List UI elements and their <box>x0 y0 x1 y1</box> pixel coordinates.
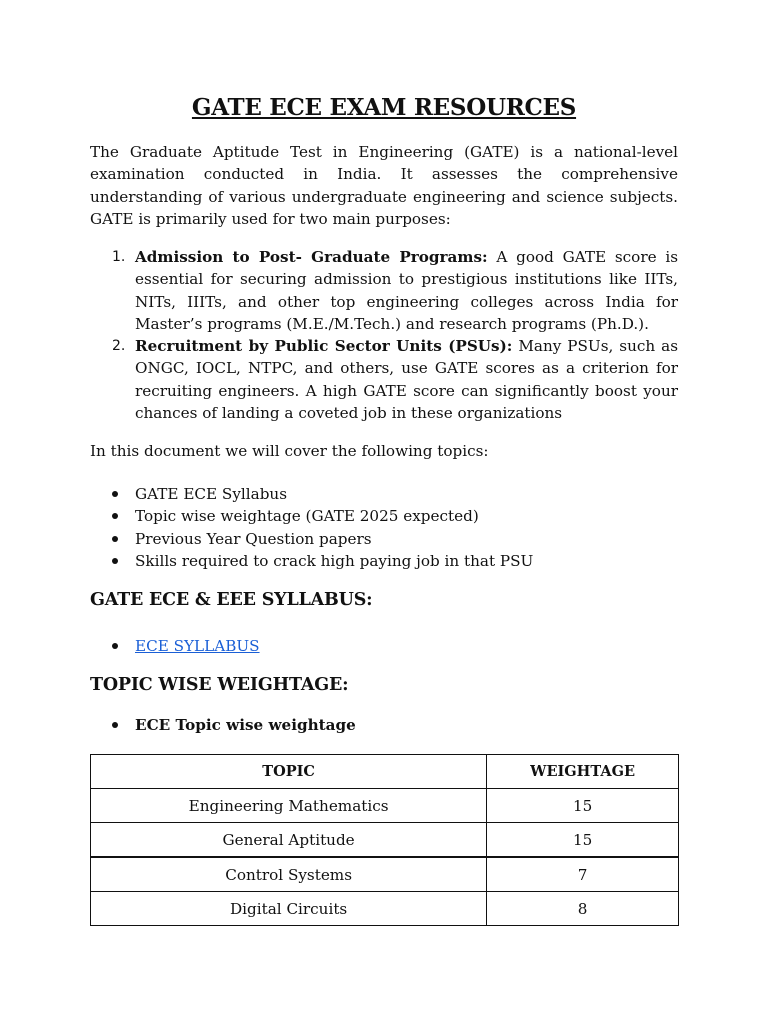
topics-list <box>90 483 533 572</box>
weightage-cell: 15 <box>487 823 679 858</box>
bullet-icon <box>112 722 118 728</box>
bullet-icon <box>112 643 118 649</box>
list-number: 1. <box>112 249 126 265</box>
purpose-heading: Admission to Post- Graduate Programs: <box>135 248 488 266</box>
weightage-heading: TOPIC WISE WEIGHTAGE: <box>90 675 349 695</box>
table-row <box>91 892 679 926</box>
table-row <box>91 823 679 858</box>
purpose-text: A good GATE score is essential for securing admission to prestigious institutions like IITs, NITs, IIITs, and other top engineering colleges across India for Master’s programs (M.E./M.Tech.) and research programs (Ph.D.). <box>135 248 678 333</box>
intro-paragraph: The Graduate Aptitude Test in Engineering (GATE) is a national-level examination conducted in India. It assesses the comprehensive understanding of various undergraduate engineering and science subjects. GATE is primarily used for two main purposes: <box>90 143 678 228</box>
bullet-icon <box>112 491 118 497</box>
bullet-icon <box>112 536 118 542</box>
topic-text: GATE ECE Syllabus <box>135 485 287 503</box>
topic-text: Previous Year Question papers <box>135 529 372 548</box>
list-item <box>90 635 260 657</box>
list-item <box>90 483 533 505</box>
list-item <box>90 246 678 335</box>
purposes-list <box>90 246 678 424</box>
list-item <box>90 714 356 736</box>
topic-cell: Engineering Mathematics <box>91 789 487 823</box>
list-item <box>90 550 533 572</box>
table-row <box>91 789 679 823</box>
table-row <box>91 857 679 892</box>
column-header-topic: TOPIC <box>91 755 487 789</box>
topic-text: Skills required to crack high paying job in that PSU <box>135 551 534 570</box>
weightage-cell: 7 <box>487 857 679 892</box>
weightage-table <box>90 754 679 926</box>
purpose-text: Many PSUs, such as ONGC, IOCL, NTPC, and others, use GATE scores as a criterion for recruiting engineers. A high GATE score can significantly boost your chances of landing a coveted job in these organizations <box>135 337 678 423</box>
weightage-cell: 8 <box>487 892 679 926</box>
bullet-icon <box>112 558 118 564</box>
topic-cell: Control Systems <box>91 857 487 892</box>
list-item <box>90 505 533 527</box>
table-header-row <box>91 755 679 789</box>
bullet-icon <box>112 513 118 519</box>
topic-cell: General Aptitude <box>91 823 487 858</box>
topic-text: Topic wise weightage (GATE 2025 expected) <box>135 507 479 526</box>
weightage-list <box>90 714 356 736</box>
weightage-item-text: ECE Topic wise weightage <box>135 716 356 734</box>
column-header-weightage: WEIGHTAGE <box>487 755 679 789</box>
weightage-cell: 15 <box>487 789 679 823</box>
list-item <box>90 335 678 424</box>
ece-syllabus-link[interactable]: ECE SYLLABUS <box>135 637 260 655</box>
topic-cell: Digital Circuits <box>91 892 487 926</box>
syllabus-list <box>90 635 260 657</box>
purpose-heading: Recruitment by Public Sector Units (PSUs): <box>135 337 513 356</box>
list-number: 2. <box>112 338 126 355</box>
topics-lead: In this document we will cover the following topics: <box>90 442 489 460</box>
syllabus-heading: GATE ECE & EEE SYLLABUS: <box>90 590 373 610</box>
document-title: GATE ECE EXAM RESOURCES <box>191 94 577 121</box>
list-item <box>90 528 533 550</box>
